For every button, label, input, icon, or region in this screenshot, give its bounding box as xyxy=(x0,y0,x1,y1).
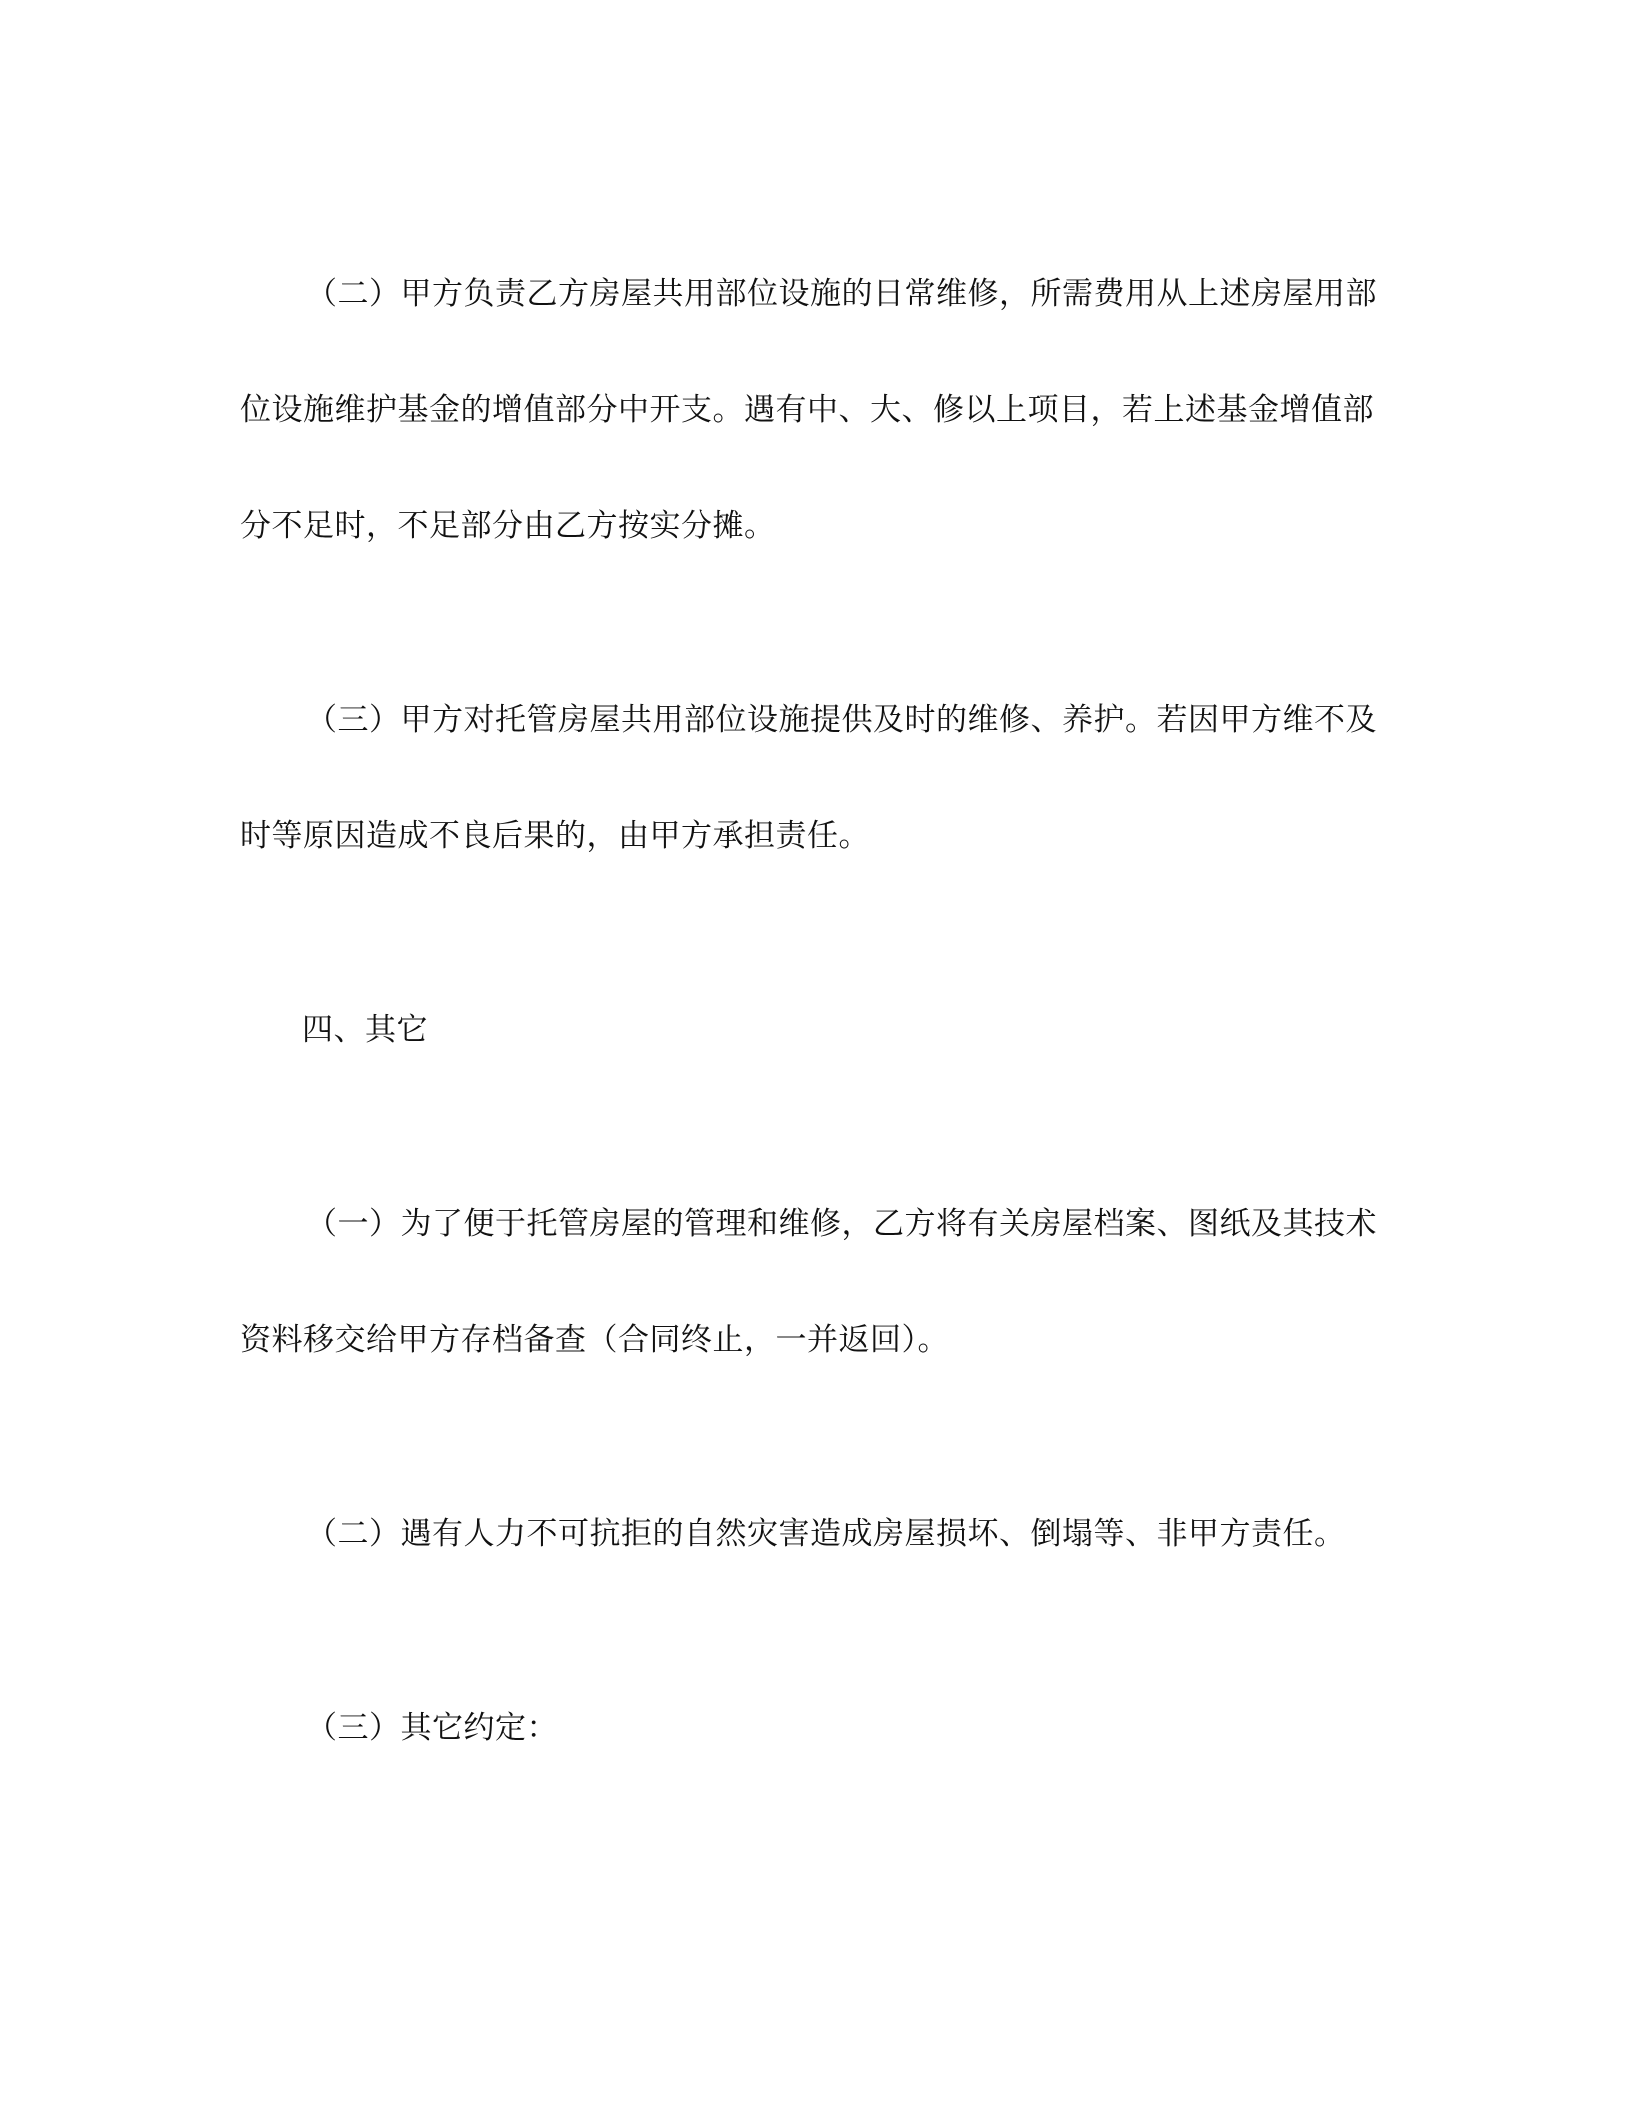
clause-2-2-line-2: 位设施维护基金的增值部分中开支。遇有中、大、修以上项目，若上述基金增值部 xyxy=(240,392,1374,428)
clause-2-2-line-1: （二）甲方负责乙方房屋共用部位设施的日常维修，所需费用从上述房屋用部 xyxy=(306,276,1377,312)
clause-4-1-line-1: （一）为了便于托管房屋的管理和维修，乙方将有关房屋档案、图纸及其技术 xyxy=(306,1206,1377,1242)
clause-4-2-line-1: （二）遇有人力不可抗拒的自然灾害造成房屋损坏、倒塌等、非甲方责任。 xyxy=(306,1516,1346,1552)
clause-2-3-line-2: 时等原因造成不良后果的，由甲方承担责任。 xyxy=(240,818,870,854)
clause-2-2-line-3: 分不足时，不足部分由乙方按实分摊。 xyxy=(240,508,776,544)
clause-4-3-line-1: （三）其它约定： xyxy=(306,1710,558,1746)
section-4-heading: 四、其它 xyxy=(302,1012,428,1048)
clause-2-3-line-1: （三）甲方对托管房屋共用部位设施提供及时的维修、养护。若因甲方维不及 xyxy=(306,702,1377,738)
clause-4-1-line-2: 资料移交给甲方存档备查（合同终止，一并返回）。 xyxy=(240,1322,949,1358)
